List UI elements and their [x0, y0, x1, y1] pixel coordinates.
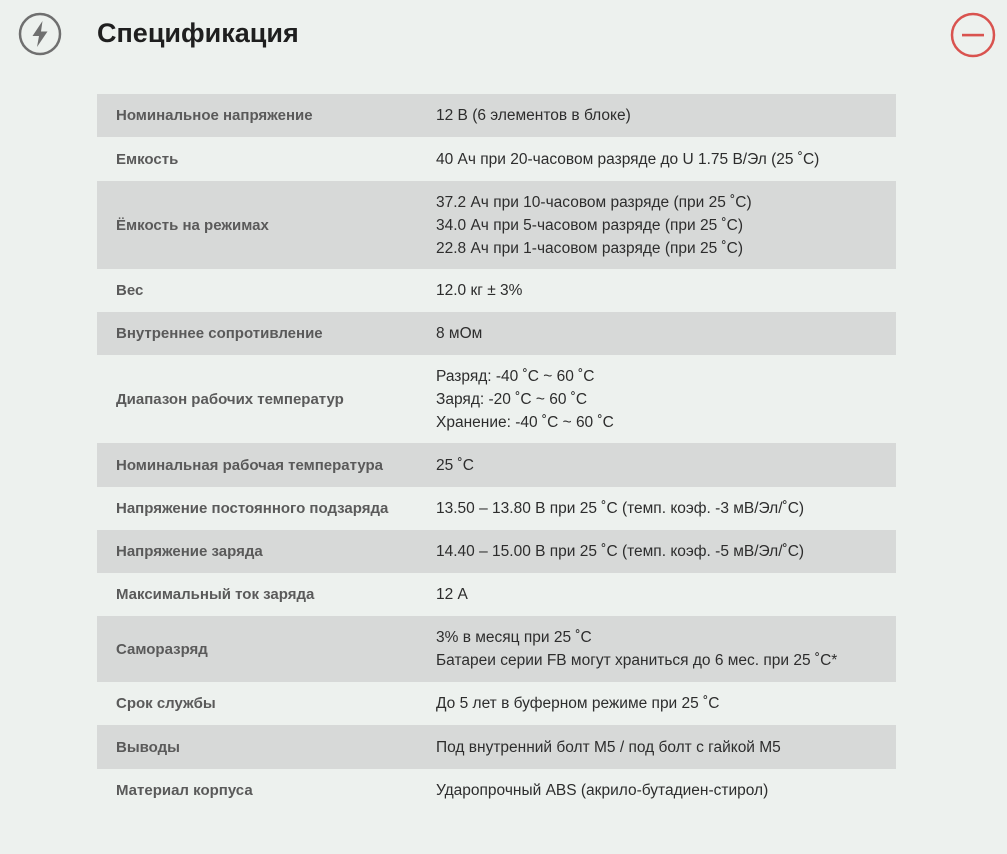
spec-row: [97, 530, 896, 573]
spec-label: Вес: [116, 282, 144, 299]
spec-value: [436, 312, 896, 355]
spec-value-line: 34.0 Ач при 5-часовом разряде (при 25 ˚C): [436, 216, 744, 234]
spec-label: Выводы: [97, 725, 436, 769]
spec-value: [436, 181, 896, 269]
collapse-button[interactable]: [950, 12, 996, 58]
minus-circle-icon: [952, 14, 994, 56]
spec-label: Ёмкость на режимах: [97, 181, 436, 269]
spec-value-line: Батареи серии FB могут храниться до 6 мес. при 25 ˚C*: [436, 652, 838, 669]
spec-value: [436, 530, 896, 573]
spec-value-line: 37.2 Ач при 10-часовом разряде (при 25 ˚C): [436, 193, 752, 211]
spec-label: Номинальная рабочая температура: [97, 443, 436, 487]
spec-value-line: 3% в месяц при 25 ˚C: [436, 629, 592, 646]
spec-label: Материал корпуса: [116, 782, 253, 799]
spec-value: [436, 137, 896, 181]
spec-row: [97, 573, 896, 616]
section-header: [0, 0, 1007, 70]
spec-value-line: 14.40 – 15.00 В при 25 ˚C (темп. коэф. -5 мВ/Эл/˚C): [436, 543, 805, 560]
spec-value: [436, 443, 896, 487]
section-title: Спецификация: [97, 18, 299, 48]
spec-row: [97, 682, 896, 725]
spec-label: Внутреннее сопротивление: [97, 312, 436, 355]
spec-value: [436, 94, 896, 137]
spec-value-line: Заряд: -20 ˚C ~ 60 ˚C: [436, 390, 588, 408]
spec-row: [97, 269, 896, 312]
lightning-bolt-icon: [18, 12, 62, 56]
spec-value-line: 8 мОм: [436, 325, 483, 342]
spec-value: [436, 355, 896, 443]
spec-label: Емкость: [116, 150, 179, 168]
spec-value-line: До 5 лет в буферном режиме при 25 ˚C: [436, 695, 720, 712]
spec-row: [97, 137, 896, 181]
spec-row: [97, 94, 896, 137]
spec-row: [97, 312, 896, 355]
spec-value-line: Ударопрочный ABS (акрило-бутадиен-стирол): [436, 782, 769, 799]
spec-label: Максимальный ток заряда: [116, 586, 315, 603]
spec-value-line: 12 В (6 элементов в блоке): [436, 107, 631, 124]
spec-value: [436, 616, 896, 682]
spec-value-line: 13.50 – 13.80 В при 25 ˚C (темп. коэф. -3 мВ/Эл/˚C): [436, 500, 805, 517]
spec-label: Номинальное напряжение: [97, 94, 436, 137]
spec-row: [97, 616, 896, 682]
spec-label: Напряжение постоянного подзаряда: [116, 500, 389, 517]
spec-row: [97, 769, 896, 812]
spec-row: [97, 355, 896, 443]
spec-value-line: 22.8 Ач при 1-часовом разряде (при 25 ˚C): [436, 239, 744, 257]
spec-value: [436, 682, 896, 725]
spec-row: [97, 181, 896, 269]
spec-value: [436, 725, 896, 769]
spec-value: [436, 487, 896, 530]
spec-value-line: 12 А: [436, 586, 468, 603]
spec-value-line: Разряд: -40 ˚C ~ 60 ˚C: [436, 367, 595, 385]
spec-value-line: 25 ˚C: [436, 456, 474, 474]
spec-row: [97, 725, 896, 769]
spec-row: [97, 487, 896, 530]
spec-label: Диапазон рабочих температур: [116, 390, 344, 408]
spec-value: [436, 269, 896, 312]
spec-label: Срок службы: [116, 695, 216, 712]
spec-value-line: 12.0 кг ± 3%: [436, 282, 523, 299]
spec-value-line: Под внутренний болт М5 / под болт с гайкой М5: [436, 738, 781, 756]
spec-label: Саморазряд: [97, 616, 436, 682]
spec-value: [436, 573, 896, 616]
spec-value: [436, 769, 896, 812]
spec-value-line: 40 Ач при 20-часовом разряде до U 1.75 В/Эл (25 ˚C): [436, 150, 820, 168]
spec-table: [97, 94, 896, 812]
spec-row: [97, 443, 896, 487]
spec-value-line: Хранение: -40 ˚C ~ 60 ˚C: [436, 413, 614, 431]
spec-label: Напряжение заряда: [97, 530, 436, 573]
